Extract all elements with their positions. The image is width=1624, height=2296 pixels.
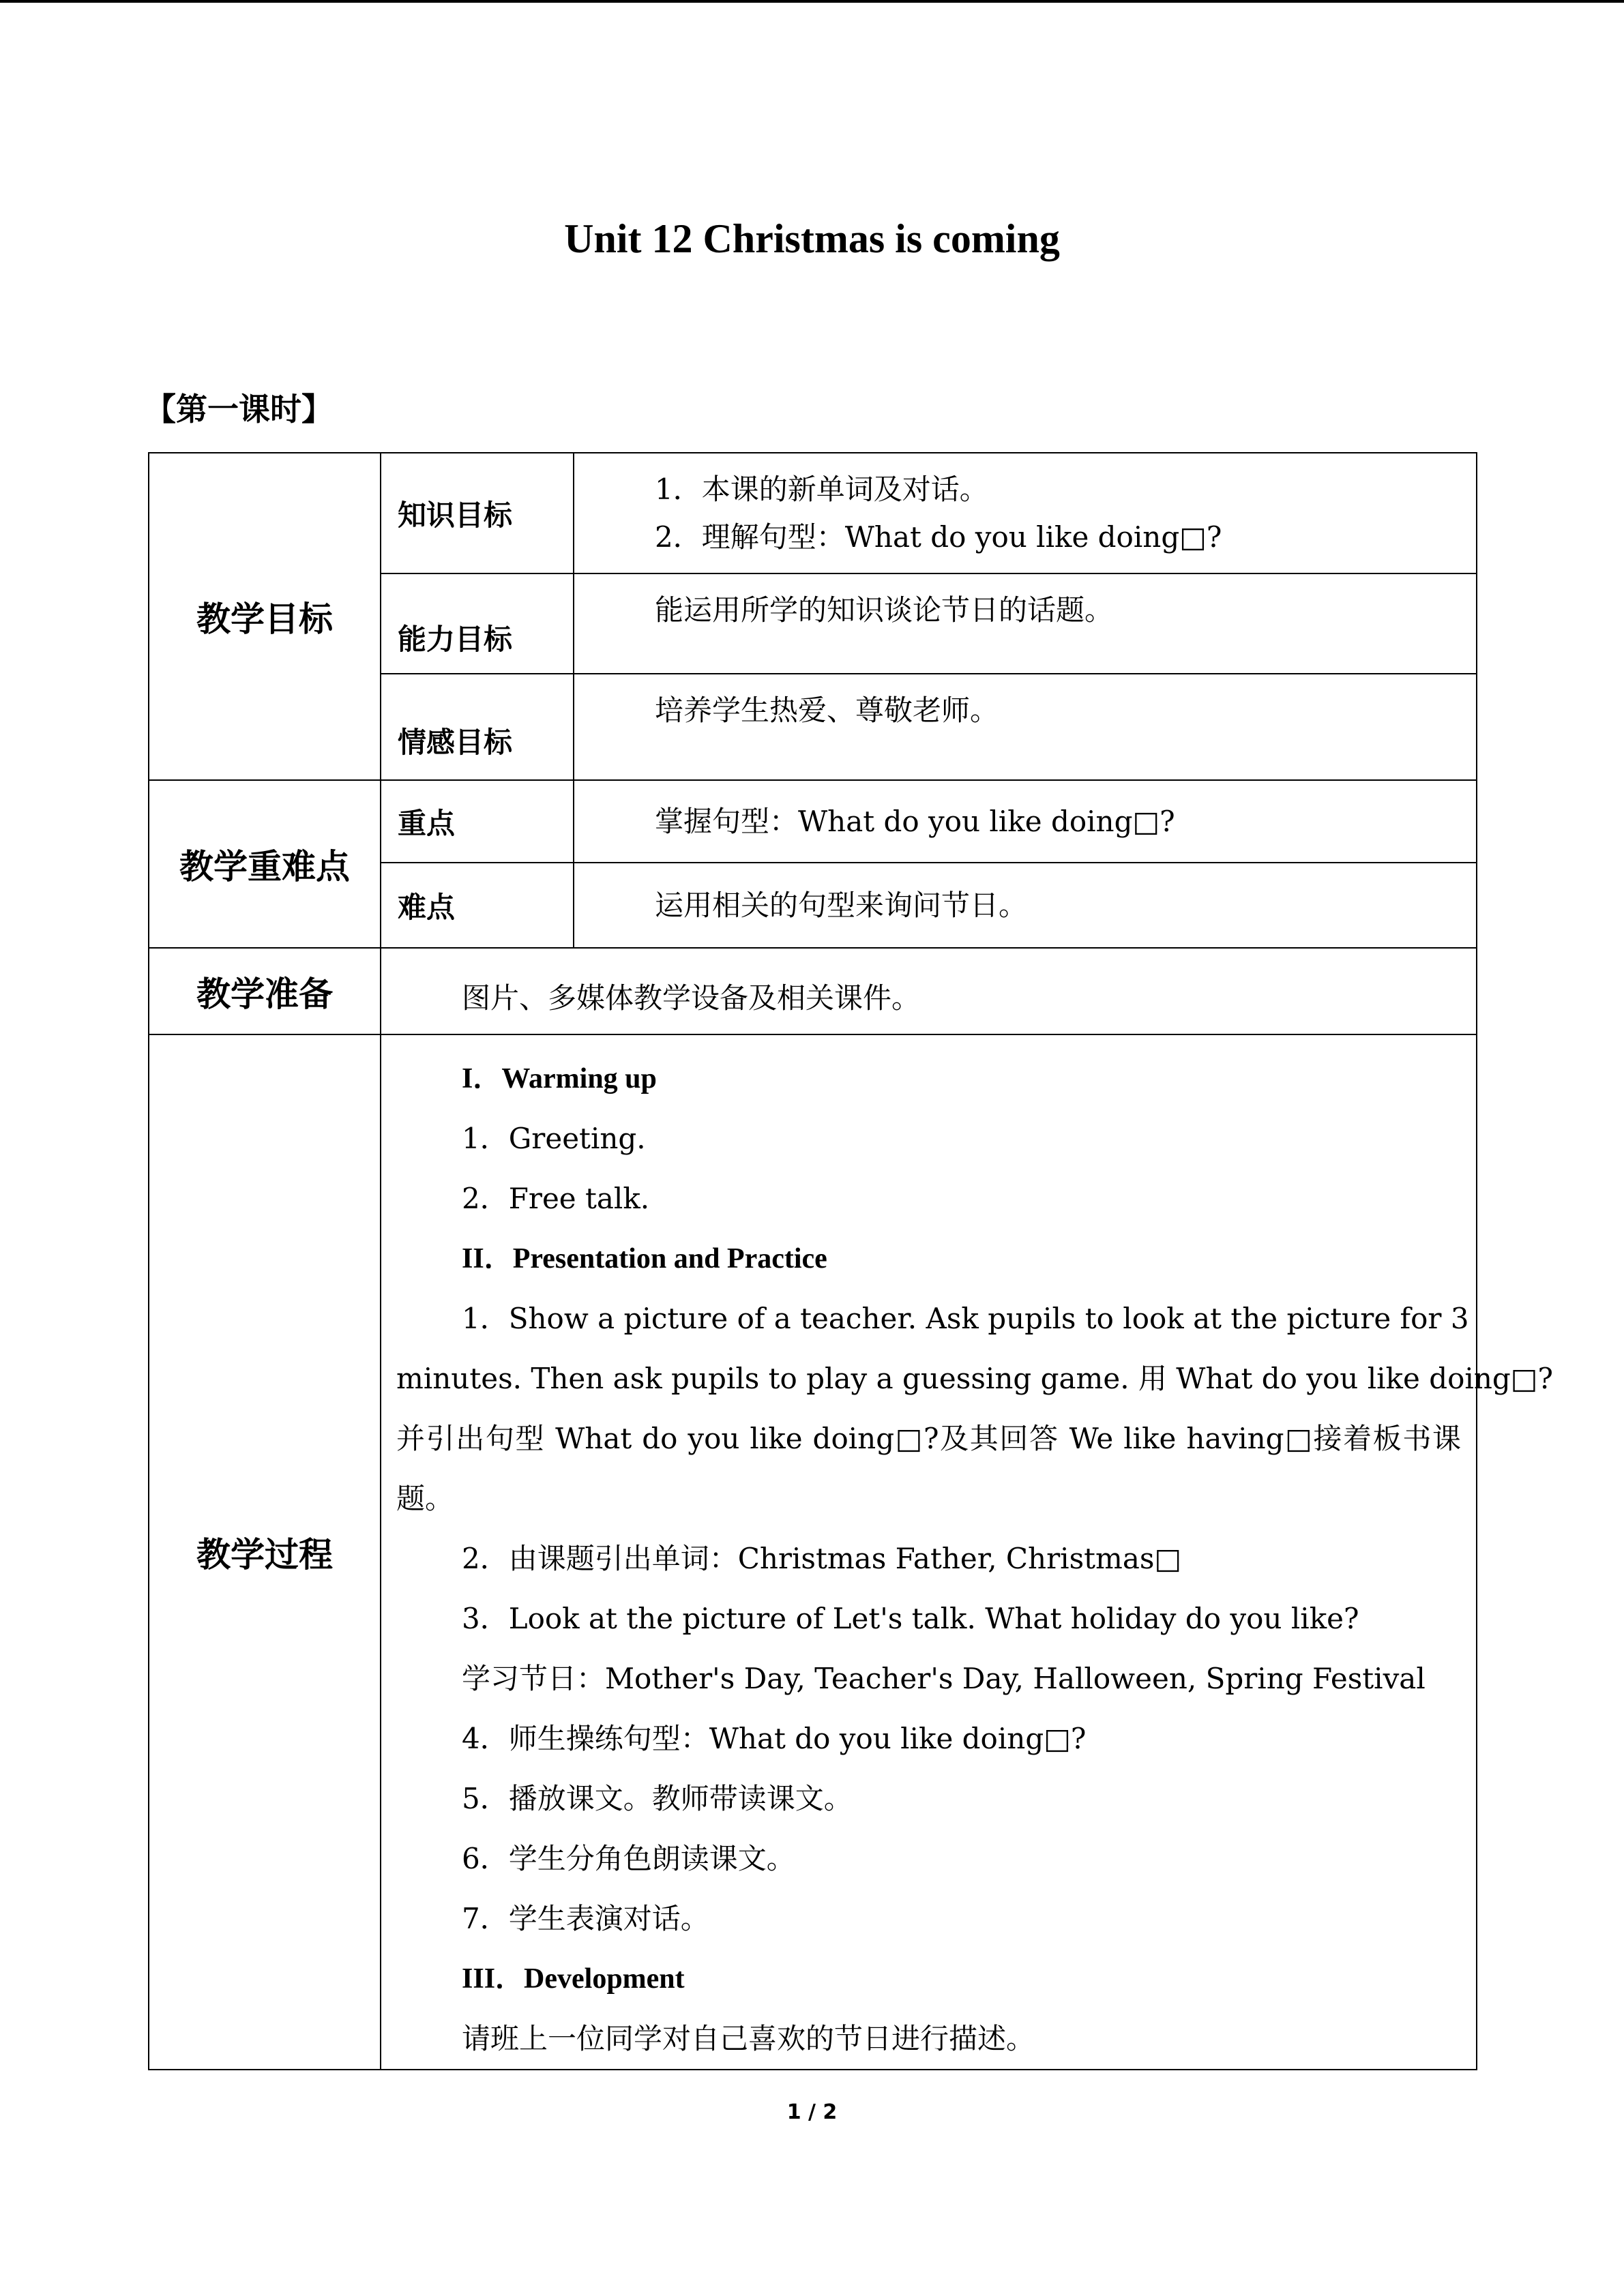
- process-category: 教学过程: [149, 1034, 381, 2070]
- ability-objective-text: 能运用所学的知识谈论节日的话题。: [574, 573, 1477, 674]
- warming-up-heading: I．Warming up: [462, 1063, 657, 1094]
- step1-line-2: minutes. Then ask pupils to play a guessing game. 用 What do you like doing□?: [396, 1362, 1553, 1395]
- knowledge-objective-label: 知识目标: [381, 453, 574, 573]
- step1-line-4: 题。: [396, 1482, 454, 1515]
- preparation-text: 图片、多媒体教学设备及相关课件。: [381, 948, 1477, 1034]
- lesson-plan-table: [148, 452, 1553, 2070]
- development-text: 请班上一位同学对自己喜欢的节日进行描述。: [462, 2022, 1035, 2055]
- table-row: [149, 453, 1477, 573]
- ability-objective-label: 能力目标: [381, 573, 574, 674]
- development-heading: III．Development: [462, 1963, 685, 1995]
- lesson-label: 【第一课时】: [145, 391, 333, 428]
- difficult-point-text: 运用相关的句型来询问节日。: [574, 863, 1477, 948]
- page-top-border: [0, 0, 1624, 3]
- warming-step-1: 1．Greeting.: [462, 1122, 646, 1155]
- step1-line-1: 1．Show a picture of a teacher. Ask pupils to look at the picture for 3: [462, 1302, 1469, 1335]
- step-7: 7．学生表演对话。: [462, 1902, 709, 1935]
- warming-step-2: 2．Free talk.: [462, 1182, 650, 1215]
- knowledge-item-1: 1．本课的新单词及对话。: [655, 472, 988, 506]
- table-row: [149, 948, 1477, 1034]
- table-row: [149, 1034, 1477, 2070]
- step-6: 6．学生分角色朗读课文。: [462, 1842, 795, 1875]
- step-3: 3．Look at the picture of Let's talk. What holiday do you like?: [462, 1602, 1359, 1635]
- knowledge-item-2: 2．理解句型：What do you like doing□?: [655, 520, 1222, 554]
- page-title: Unit 12 Christmas is coming: [564, 216, 1060, 261]
- objectives-category: 教学目标: [149, 453, 381, 780]
- preparation-category: 教学准备: [149, 948, 381, 1034]
- presentation-heading: II．Presentation and Practice: [462, 1243, 827, 1274]
- emotion-objective-text: 培养学生热爱、尊敬老师。: [574, 674, 1477, 780]
- emotion-objective-label: 情感目标: [381, 674, 574, 780]
- step-5: 5．播放课文。教师带读课文。: [462, 1782, 853, 1815]
- difficult-point-label: 难点: [381, 863, 574, 948]
- step-2: 2．由课题引出单词：Christmas Father, Christmas□: [462, 1542, 1182, 1575]
- table-row: [149, 780, 1477, 863]
- process-content: [381, 1034, 1553, 2070]
- key-points-category: 教学重难点: [149, 780, 381, 948]
- key-point-text: 掌握句型：What do you like doing□?: [574, 780, 1477, 863]
- step-3-holidays: 学习节日：Mother's Day, Teacher's Day, Halloween, Spring Festival: [462, 1662, 1426, 1695]
- page-number: 1 / 2: [786, 2100, 838, 2124]
- knowledge-objective-content: [574, 453, 1477, 573]
- step-4: 4．师生操练句型：What do you like doing□?: [462, 1722, 1087, 1755]
- step1-line-3: 并引出句型 What do you like doing□?及其回答 We like having□接着板书课: [396, 1422, 1461, 1455]
- key-point-label: 重点: [381, 780, 574, 863]
